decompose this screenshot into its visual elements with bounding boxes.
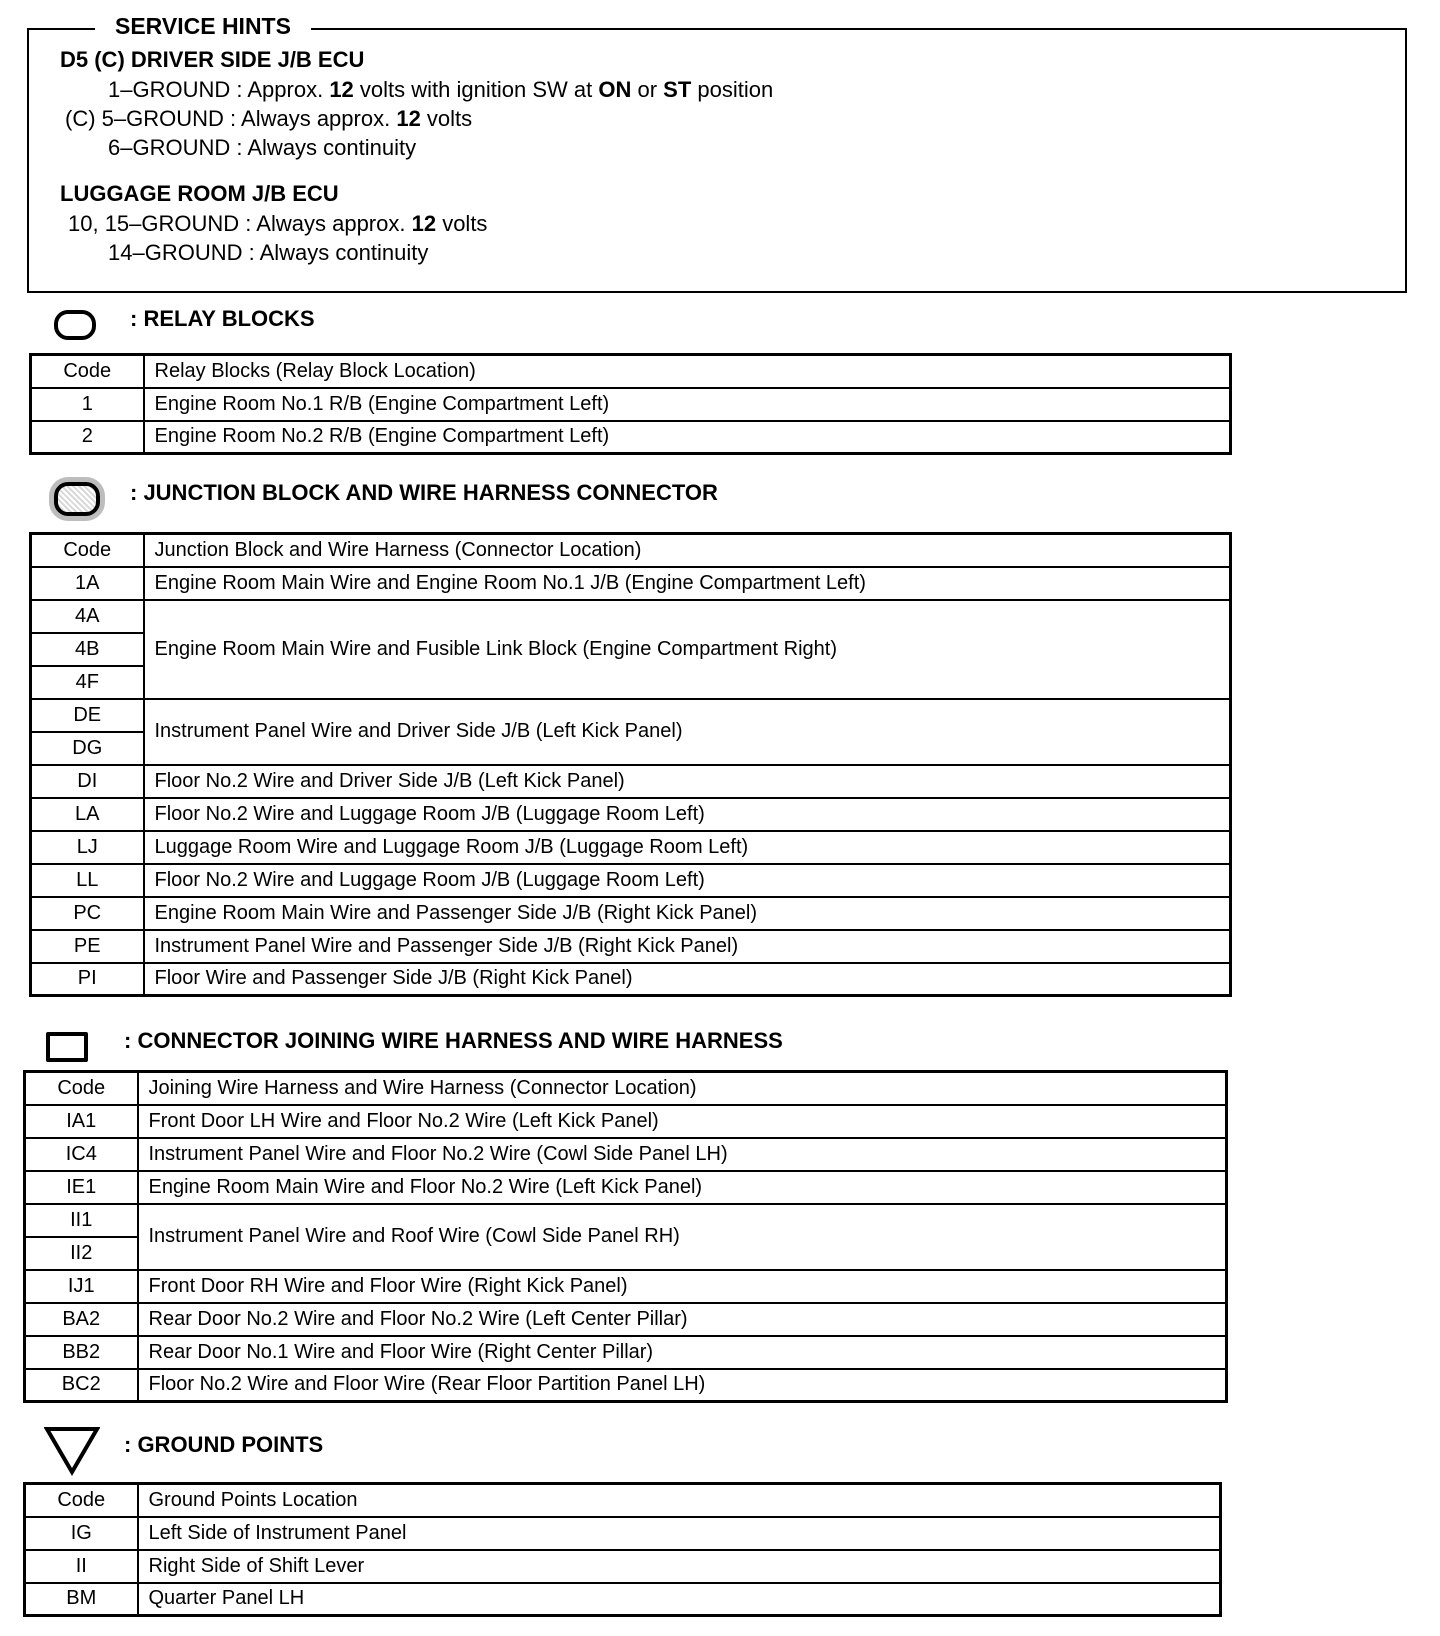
code-cell: LL [31, 864, 144, 897]
location-cell: Engine Room Main Wire and Engine Room No.1 J/B (Engine Compartment Left) [144, 567, 1231, 600]
hint-text: or [631, 77, 664, 102]
hint-line [108, 239, 428, 267]
code-cell: DE [31, 699, 144, 732]
location-header: Ground Points Location [138, 1484, 1221, 1517]
location-cell: Front Door RH Wire and Floor Wire (Right Kick Panel) [138, 1270, 1227, 1303]
location-cell: Engine Room No.1 R/B (Engine Compartment Left) [144, 388, 1231, 421]
code-cell: II1 [25, 1204, 138, 1237]
location-cell: Instrument Panel Wire and Roof Wire (Cowl Side Panel RH) [138, 1204, 1227, 1270]
relay-blocks-table [29, 353, 1232, 455]
table-row [31, 567, 1231, 600]
table-row [25, 1138, 1227, 1171]
table-row [31, 699, 1231, 732]
hint-prefix: (C) [65, 106, 102, 131]
hint-text: volts with ignition SW at [353, 77, 599, 102]
down-triangle-icon [44, 1426, 100, 1476]
code-header: Code [31, 355, 144, 388]
code-cell: BM [25, 1583, 138, 1616]
code-cell: PE [31, 930, 144, 963]
table-row [25, 1369, 1227, 1402]
service-hints-title: SERVICE HINTS [95, 12, 311, 40]
code-cell: DI [31, 765, 144, 798]
hint-line [68, 210, 487, 238]
table-row [25, 1583, 1221, 1616]
hint-text: 10, 15–GROUND : Always approx. [68, 211, 412, 236]
location-cell: Floor No.2 Wire and Luggage Room J/B (Luggage Room Left) [144, 864, 1231, 897]
code-cell: IC4 [25, 1138, 138, 1171]
connectors-table [23, 1070, 1228, 1403]
hint-value: 12 [329, 77, 354, 102]
hint-value: 12 [396, 106, 421, 131]
rounded-rectangle-icon [54, 310, 96, 340]
location-cell: Rear Door No.1 Wire and Floor Wire (Right Center Pillar) [138, 1336, 1227, 1369]
ground-points-table [23, 1482, 1222, 1617]
location-header: Relay Blocks (Relay Block Location) [144, 355, 1231, 388]
relay-blocks-heading: : RELAY BLOCKS [130, 306, 315, 331]
table-row [31, 864, 1231, 897]
code-cell: 4B [31, 633, 144, 666]
hint-text: position [691, 77, 774, 102]
location-cell: Left Side of Instrument Panel [138, 1517, 1221, 1550]
code-cell: IA1 [25, 1105, 138, 1138]
location-cell: Floor No.2 Wire and Driver Side J/B (Left Kick Panel) [144, 765, 1231, 798]
table-row [25, 1270, 1227, 1303]
hint-text: 14–GROUND : Always continuity [108, 240, 429, 265]
location-header: Junction Block and Wire Harness (Connector Location) [144, 534, 1231, 567]
code-cell: IJ1 [25, 1270, 138, 1303]
location-cell: Floor No.2 Wire and Luggage Room J/B (Luggage Room Left) [144, 798, 1231, 831]
connectors-heading: : CONNECTOR JOINING WIRE HARNESS AND WIRE HARNESS [124, 1028, 783, 1053]
table-row [25, 1517, 1221, 1550]
junction-blocks-heading: : JUNCTION BLOCK AND WIRE HARNESS CONNECTOR [130, 480, 718, 505]
code-cell: DG [31, 732, 144, 765]
table-row [25, 1171, 1227, 1204]
code-cell: BB2 [25, 1336, 138, 1369]
hint-line [108, 76, 773, 104]
code-cell: PC [31, 897, 144, 930]
junction-blocks-table [29, 532, 1232, 997]
table-header-row [31, 534, 1231, 567]
ground-points-heading: : GROUND POINTS [124, 1432, 324, 1457]
table-row [31, 897, 1231, 930]
code-cell: 2 [31, 421, 144, 454]
code-header: Code [25, 1484, 138, 1517]
hint-line [65, 105, 472, 133]
hint-text: 5–GROUND : Always approx. [101, 106, 397, 131]
location-cell: Luggage Room Wire and Luggage Room J/B (Luggage Room Left) [144, 831, 1231, 864]
table-row [25, 1550, 1221, 1583]
hint-value: ON [598, 77, 632, 102]
hint-text: volts [436, 211, 488, 236]
location-cell: Engine Room Main Wire and Floor No.2 Wire (Left Kick Panel) [138, 1171, 1227, 1204]
location-cell: Engine Room Main Wire and Fusible Link Block (Engine Compartment Right) [144, 600, 1231, 699]
hint-value: ST [663, 77, 692, 102]
table-row [31, 421, 1231, 454]
code-cell: II2 [25, 1237, 138, 1270]
location-cell: Floor No.2 Wire and Floor Wire (Rear Floor Partition Panel LH) [138, 1369, 1227, 1402]
code-cell: IG [25, 1517, 138, 1550]
table-row [25, 1336, 1227, 1369]
location-cell: Floor Wire and Passenger Side J/B (Right Kick Panel) [144, 963, 1231, 996]
location-cell: Right Side of Shift Lever [138, 1550, 1221, 1583]
location-header: Joining Wire Harness and Wire Harness (Connector Location) [138, 1072, 1227, 1105]
location-cell: Quarter Panel LH [138, 1583, 1221, 1616]
code-cell: 4A [31, 600, 144, 633]
table-header-row [25, 1072, 1227, 1105]
code-cell: 1A [31, 567, 144, 600]
square-icon [46, 1032, 88, 1062]
location-cell: Engine Room Main Wire and Passenger Side J/B (Right Kick Panel) [144, 897, 1231, 930]
table-row [25, 1204, 1227, 1237]
code-cell: 1 [31, 388, 144, 421]
hint-value: 12 [411, 211, 437, 236]
location-cell: Instrument Panel Wire and Floor No.2 Wire (Cowl Side Panel LH) [138, 1138, 1227, 1171]
hint-text: 1–GROUND : Approx. [108, 77, 330, 102]
code-cell: PI [31, 963, 144, 996]
location-cell: Instrument Panel Wire and Passenger Side J/B (Right Kick Panel) [144, 930, 1231, 963]
table-row [31, 930, 1231, 963]
code-cell: BA2 [25, 1303, 138, 1336]
location-cell: Engine Room No.2 R/B (Engine Compartment Left) [144, 421, 1231, 454]
code-header: Code [31, 534, 144, 567]
table-row [31, 600, 1231, 633]
code-cell: BC2 [25, 1369, 138, 1402]
table-row [31, 831, 1231, 864]
table-row [25, 1105, 1227, 1138]
code-cell: LA [31, 798, 144, 831]
code-cell: LJ [31, 831, 144, 864]
table-header-row [25, 1484, 1221, 1517]
location-cell: Front Door LH Wire and Floor No.2 Wire (Left Kick Panel) [138, 1105, 1227, 1138]
hint-group-heading: D5 (C) DRIVER SIDE J/B ECU [60, 47, 365, 72]
table-header-row [31, 355, 1231, 388]
location-cell: Rear Door No.2 Wire and Floor No.2 Wire (Left Center Pillar) [138, 1303, 1227, 1336]
table-row [25, 1303, 1227, 1336]
table-row [31, 963, 1231, 996]
table-row [31, 388, 1231, 421]
hint-group-heading: LUGGAGE ROOM J/B ECU [60, 181, 339, 206]
table-row [31, 765, 1231, 798]
code-cell: IE1 [25, 1171, 138, 1204]
code-cell: II [25, 1550, 138, 1583]
table-row [31, 798, 1231, 831]
hint-text: volts [420, 106, 473, 131]
code-header: Code [25, 1072, 138, 1105]
hint-line [108, 134, 416, 162]
code-cell: 4F [31, 666, 144, 699]
location-cell: Instrument Panel Wire and Driver Side J/B (Left Kick Panel) [144, 699, 1231, 765]
shaded-rounded-rectangle-icon [54, 482, 100, 516]
hint-text: 6–GROUND : Always continuity [108, 135, 417, 160]
